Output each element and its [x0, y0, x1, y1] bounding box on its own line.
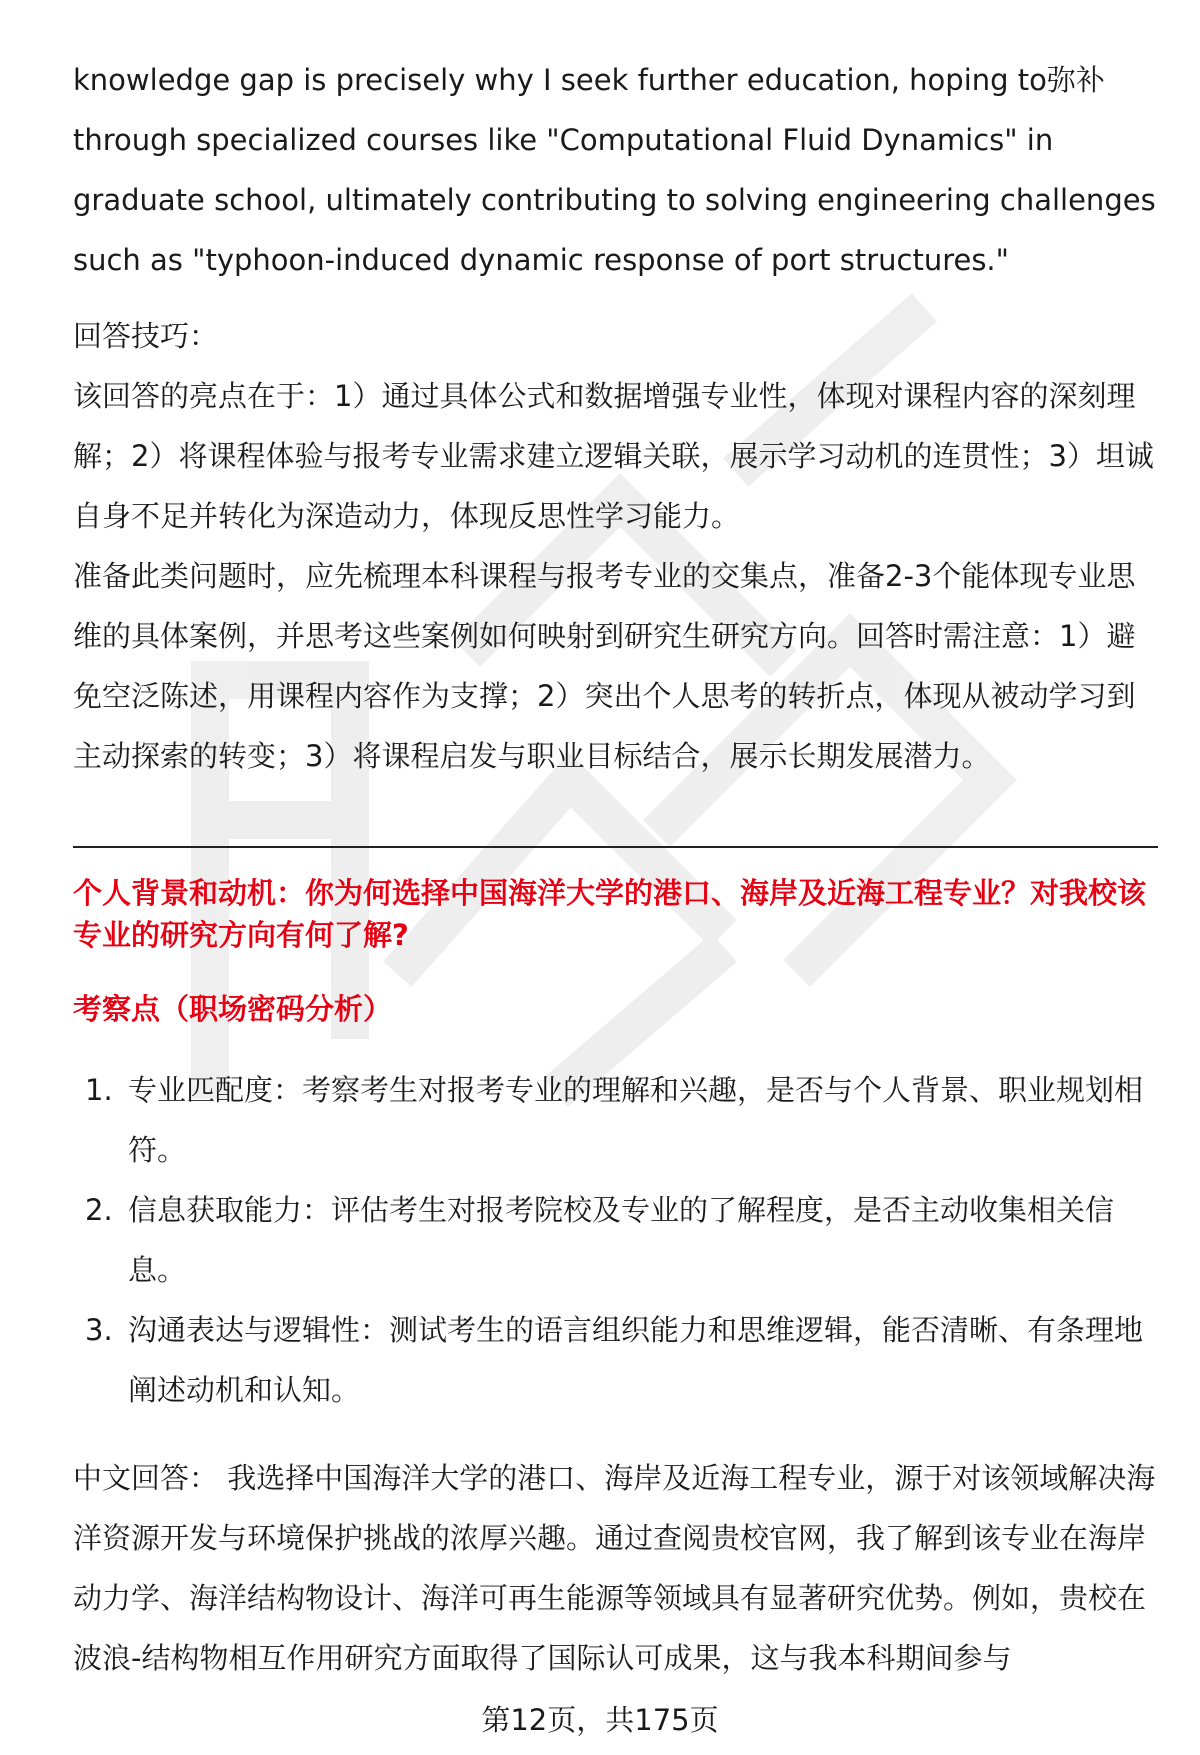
chinese-answer-paragraph: 中文回答： 我选择中国海洋大学的港口、海岸及近海工程专业，源于对该领域解决海洋资源开发与环境保护挑战的浓厚兴趣。通过查阅贵校官网，我了解到该专业在海岸动力学、海洋结构物设计、海洋可再生能源等领域具有显著研究优势。例如，贵校在波浪-结构物相互作用研究方面取得了国际认可成果，这与我本科期间参与: [73, 1461, 1156, 1675]
analysis-subheading: 考察点（职场密码分析）: [73, 992, 393, 1026]
list-text: 信息获取能力：评估考生对报考院校及专业的了解程度，是否主动收集相关信息。: [128, 1193, 1115, 1287]
tips-paragraph-1: 该回答的亮点在于：1）通过具体公式和数据增强专业性，体现对课程内容的深刻理解；2）将课程体验与报考专业需求建立逻辑关联，展示学习动机的连贯性；3）坦诚自身不足并转化为深造动力，体现反思性学习能力。: [73, 379, 1154, 533]
list-number: 1.: [85, 1073, 113, 1107]
tips-paragraph-2: 准备此类问题时，应先梳理本科课程与报考专业的交集点，准备2-3个能体现专业思维的具体案例，并思考这些案例如何映射到研究生研究方向。回答时需注意：1）避免空泛陈述，用课程内容作为支撑；2）突出个人思考的转折点，体现从被动学习到主动探索的转变；3）将课程启发与职业目标结合，展示长期发展潜力。: [73, 559, 1136, 773]
continued-paragraph: knowledge gap is precisely why I seek further education, hoping to弥补 through specialized courses like "Computational Fluid Dynamics" in graduate school, ultimately contributing to solving engineering challenges such as "typhoon-induced dynamic response of port structures.": [73, 63, 1156, 277]
section-divider: [73, 846, 1158, 848]
list-item: [73, 1300, 1158, 1420]
list-item: [73, 1180, 1158, 1300]
list-text: 沟通表达与逻辑性：测试考生的语言组织能力和思维逻辑，能否清晰、有条理地阐述动机和认知。: [128, 1313, 1144, 1407]
list-item: [73, 1060, 1158, 1180]
assessment-points-list: [73, 1060, 1158, 1420]
page-body: [73, 50, 1158, 786]
list-text: 专业匹配度：考察考生对报考专业的理解和兴趣，是否与个人背景、职业规划相符。: [128, 1073, 1144, 1167]
list-number: 3.: [85, 1313, 113, 1347]
list-number: 2.: [85, 1193, 113, 1227]
tips-label: 回答技巧：: [73, 319, 219, 353]
page-number-footer: 第12页，共175页: [481, 1703, 719, 1737]
question-heading: 个人背景和动机：你为何选择中国海洋大学的港口、海岸及近海工程专业？对我校该专业的研究方向有何了解?: [73, 876, 1147, 952]
